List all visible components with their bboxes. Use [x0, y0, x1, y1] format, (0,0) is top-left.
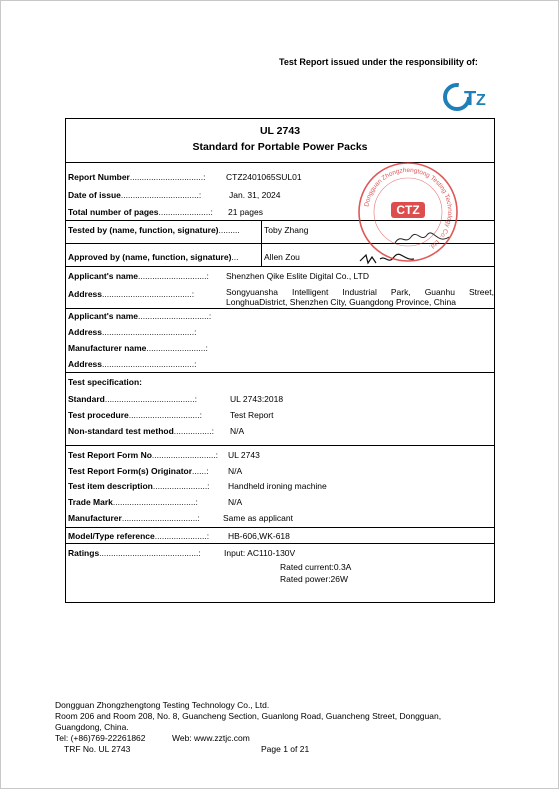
approved-by-label: Approved by (name, function, signature)...	[68, 252, 239, 262]
ratings-power-value: Rated power:26W	[280, 574, 349, 584]
tested-by-value: Toby Zhang	[264, 225, 309, 235]
non-standard-value: N/A	[230, 426, 245, 436]
test-procedure-value: Test Report	[230, 410, 274, 420]
standard-title: Standard for Portable Power Packs	[192, 141, 368, 153]
ratings-label: Ratings..........................................:	[68, 548, 201, 558]
report-number-value: CTZ2401065SUL01	[226, 172, 302, 182]
total-pages-value: 21 pages	[228, 207, 263, 217]
test-item-value: Handheld ironing machine	[228, 481, 327, 491]
address-3-label: Address.......................................:	[68, 359, 197, 369]
footer-company: Dongguan Zhongzhengtong Testing Technology Co., Ltd.	[55, 700, 270, 710]
standard-number: UL 2743	[259, 125, 301, 137]
footer-address-line1: Room 206 and Room 208, No. 8, Guancheng Section, Guanlong Road, Guancheng Street, Dongguan,	[55, 711, 442, 721]
svg-text:T: T	[464, 88, 477, 110]
report-number-label: Report Number...............................:	[68, 172, 206, 182]
test-item-label: Test item description.......................:	[68, 481, 210, 491]
applicant-name-value: Shenzhen Qike Eslite Digital Co., LTD	[226, 271, 369, 281]
footer-web: Web: www.zztjc.com	[172, 733, 250, 743]
trf-originator-value: N/A	[228, 466, 243, 476]
approved-by-value: Allen Zou	[264, 252, 300, 262]
svg-text:CTZ: CTZ	[396, 203, 420, 217]
responsibility-text: Test Report issued under the responsibility of:	[279, 57, 478, 67]
manufacturer-name-label: Manufacturer name.........................:	[68, 343, 208, 353]
applicant-name-label: Applicant's name.............................:	[68, 271, 209, 281]
non-standard-label: Non-standard test method................:	[68, 426, 214, 436]
model-value: HB-606,WK-618	[228, 531, 290, 541]
trf-no-value: UL 2743	[228, 450, 260, 460]
address-value: Songyuansha Intelligent Industrial Park, Guanhu Street, LonghuaDistrict, Shenzhen City, Guangdong Province, China	[226, 287, 494, 307]
address-label: Address......................................:	[68, 289, 195, 299]
footer-tel: Tel: (+86)769-22261862	[55, 733, 146, 743]
standard-value: UL 2743:2018	[230, 394, 284, 404]
total-pages-label: Total number of pages......................:	[68, 207, 213, 217]
ratings-current-value: Rated current:0.3A	[280, 562, 352, 572]
page-number: Page 1 of 21	[261, 744, 310, 754]
footer-trf: TRF No. UL 2743	[64, 744, 131, 754]
applicant-name-2-label: Applicant's name..............................:	[68, 311, 212, 321]
trade-mark-value: N/A	[228, 497, 243, 507]
manufacturer-value: Same as applicant	[223, 513, 293, 523]
model-label: Model/Type reference......................:	[68, 531, 210, 541]
ratings-input-value: Input: AC110-130V	[224, 548, 296, 558]
svg-text:Z: Z	[476, 92, 486, 109]
standard-label: Standard......................................:	[68, 394, 197, 404]
tested-by-label: Tested by (name, function, signature).........	[68, 225, 240, 235]
ctz-logo-icon	[443, 79, 491, 113]
date-of-issue-label: Date of issue.................................:	[68, 190, 202, 200]
test-procedure-label: Test procedure..............................:	[68, 410, 202, 420]
trf-originator-label: Test Report Form(s) Originator......:	[68, 466, 209, 476]
trf-no-label: Test Report Form No...........................:	[68, 450, 219, 460]
company-seal	[357, 161, 459, 263]
test-specification-heading: Test specification:	[68, 377, 142, 387]
svg-text:Dongguan Zhongzhengtong Testin: Dongguan Zhongzhengtong Testing Technology Co., Ltd.	[363, 166, 454, 251]
footer-address-line2: Guangdong, China.	[55, 722, 129, 732]
trade-mark-label: Trade Mark...................................:	[68, 497, 198, 507]
manufacturer-label: Manufacturer................................:	[68, 513, 200, 523]
address-2-label: Address.......................................:	[68, 327, 197, 337]
date-of-issue-value: Jan. 31, 2024	[229, 190, 281, 200]
